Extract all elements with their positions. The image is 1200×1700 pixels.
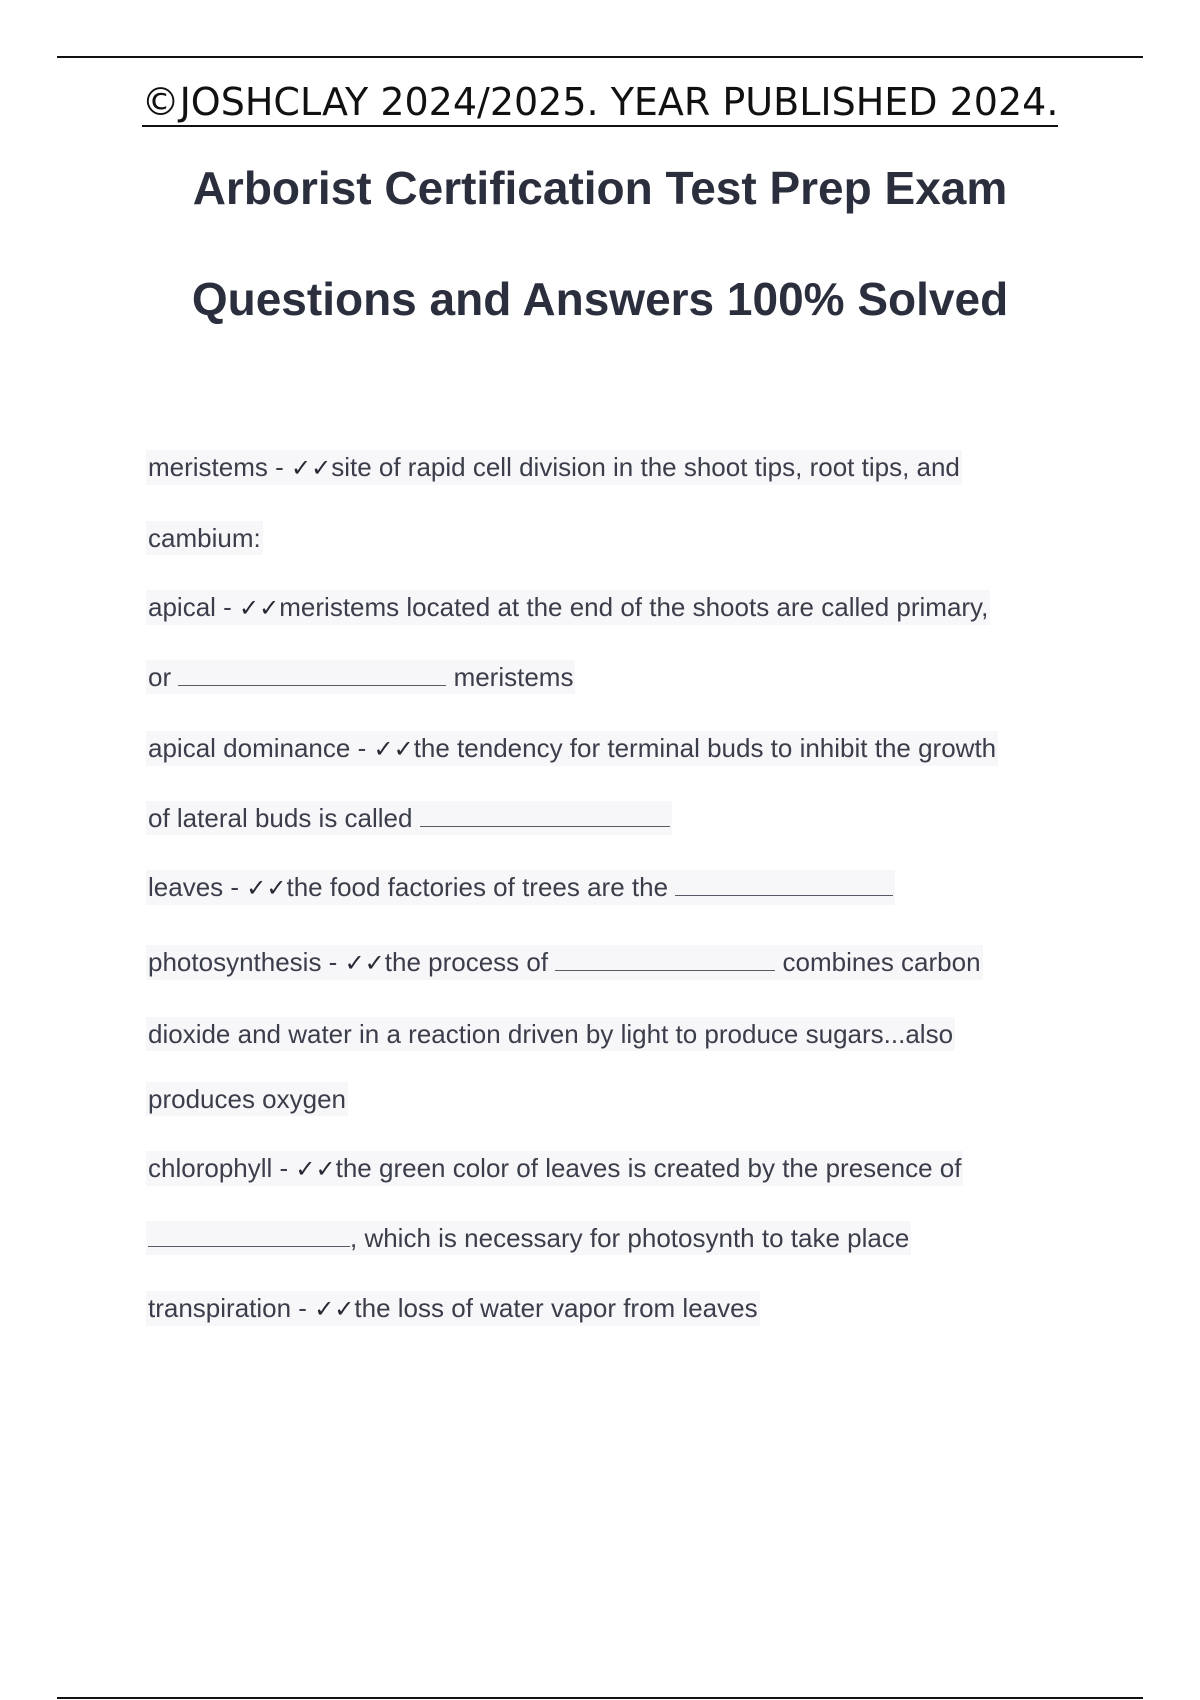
check-mark-icon: ✓✓ (246, 874, 287, 902)
check-mark-icon: ✓✓ (291, 454, 332, 482)
entry-apical-line-1 (146, 590, 990, 625)
term: apical - (148, 592, 240, 622)
entry-photosynthesis-line-1 (146, 945, 983, 980)
term: apical dominance - (148, 733, 374, 763)
definition-continued: produces oxygen (148, 1084, 347, 1114)
definition: meristems located at the end of the shoots are called primary, (279, 592, 989, 622)
definition-continued: meristems (446, 662, 574, 692)
entry-apical-dominance-line-1 (146, 731, 998, 766)
definition: the food factories of trees are the (286, 872, 676, 902)
check-mark-icon: ✓✓ (295, 1155, 336, 1183)
entry-transpiration-line-1 (146, 1291, 760, 1326)
fill-in-blank (675, 873, 893, 896)
page-title-line-1: Arborist Certification Test Prep Exam (192, 162, 1008, 214)
entry-apical-line-2 (146, 660, 575, 694)
entry-photosynthesis-line-2 (146, 1017, 955, 1051)
fill-in-blank (178, 663, 446, 686)
definition: site of rapid cell division in the shoot tips, root tips, and (331, 452, 960, 482)
definition-continued: , which is necessary for photosynth to take place (350, 1223, 910, 1253)
definition-continued: of lateral buds is called (148, 803, 420, 833)
check-mark-icon: ✓✓ (314, 1295, 355, 1323)
definition: combines carbon (775, 947, 981, 977)
definition: the green color of leaves is created by the presence of (335, 1153, 962, 1183)
bottom-rule (57, 1697, 1143, 1699)
check-mark-icon: ✓✓ (239, 594, 280, 622)
entry-meristems-line-1 (146, 450, 962, 485)
term: meristems - (148, 452, 291, 482)
entry-chlorophyll-line-1 (146, 1151, 963, 1186)
term: photosynthesis - (148, 947, 345, 977)
term: chlorophyll - (148, 1153, 296, 1183)
copyright-text: ©JOSHCLAY 2024/2025. YEAR PUBLISHED 2024. (142, 80, 1059, 127)
copyright-header (0, 78, 1200, 126)
check-mark-icon: ✓✓ (344, 949, 385, 977)
check-mark-icon: ✓✓ (373, 735, 414, 763)
definition: the process of (384, 947, 556, 977)
definition-continued: or (148, 662, 179, 692)
page-title-line-2: Questions and Answers 100% Solved (191, 273, 1009, 325)
entry-chlorophyll-line-2 (146, 1221, 911, 1255)
term: transpiration - (148, 1293, 315, 1323)
fill-in-blank (420, 804, 670, 827)
entry-meristems-line-2 (146, 521, 263, 555)
definition: the tendency for terminal buds to inhibit the growth (413, 733, 997, 763)
fill-in-blank (148, 1224, 350, 1247)
definition-continued: dioxide and water in a reaction driven by light to produce sugars...also (148, 1019, 954, 1049)
fill-in-blank (555, 948, 775, 971)
entry-photosynthesis-line-3 (146, 1082, 348, 1116)
term: leaves - (148, 872, 247, 902)
definition-continued: cambium: (148, 523, 261, 553)
entry-apical-dominance-line-2 (146, 801, 672, 835)
entry-leaves-line-1 (146, 870, 895, 905)
definition: the loss of water vapor from leaves (354, 1293, 758, 1323)
top-rule (57, 56, 1143, 58)
